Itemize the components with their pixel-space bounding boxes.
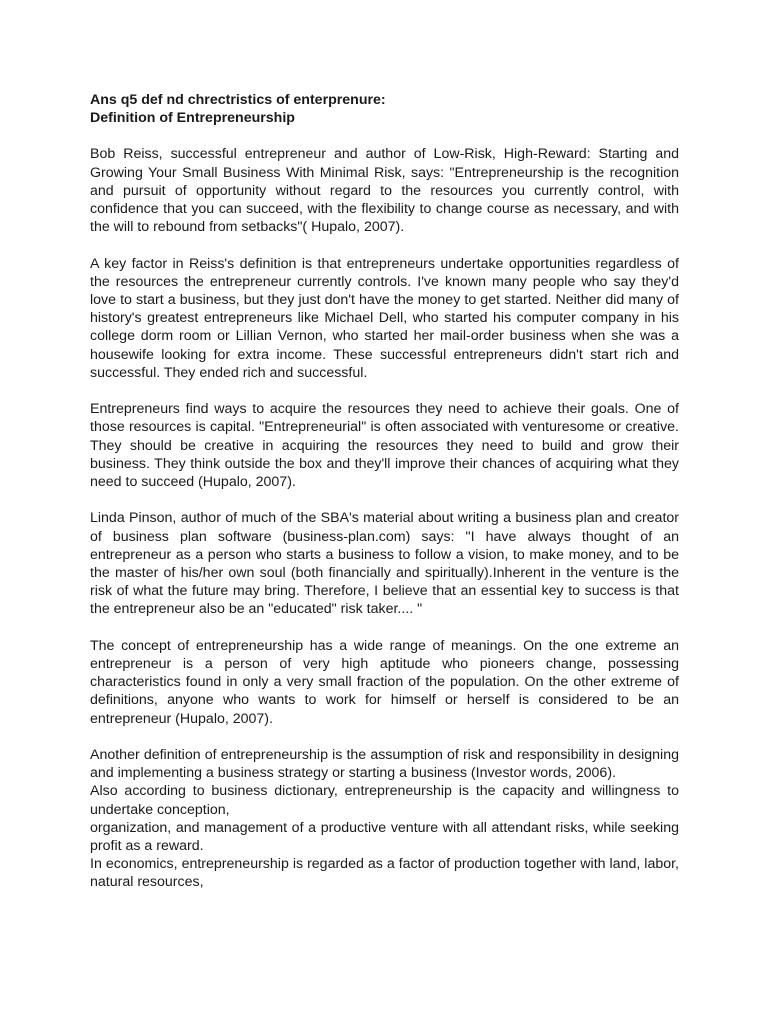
section-heading: Definition of Entrepreneurship	[90, 110, 295, 127]
paragraph-key-factor: A key factor in Reiss's definition is that entrepreneurs undertake opportunities regardless of the resources the entrepreneur currently controls. I've known many people who say they'd love to start a business, but they just don't have the money to get started. Neither did many of history's greatest entrepreneurs like Michael Dell, who started his computer company in his college dorm room or Lillian Vernon, who started her mail-order business when she was a housewife looking for extra income. These successful entrepreneurs didn't start rich and successful. They ended rich and successful.	[90, 255, 679, 381]
closing-line-business-dictionary: Also according to business dictionary, entrepreneurship is the capacity and willingness to undertake conception,	[90, 783, 679, 818]
heading-block	[90, 91, 679, 127]
paragraph-concept: The concept of entrepreneurship has a wide range of meanings. On the one extreme an entrepreneur is a person of very high aptitude who pioneers change, possessing characteristics found in only a very small fraction of the population. On the other extreme of definitions, anyone who wants to work for himself or herself is considered to be an entrepreneur (Hupalo, 2007).	[90, 637, 679, 727]
closing-line-economics: In economics, entrepreneurship is regarded as a factor of production together with land, labor, natural resources,	[90, 856, 679, 891]
question-heading: Ans q5 def nd chrectristics of enterprenure:	[90, 92, 386, 108]
paragraph-pinson-quote: Linda Pinson, author of much of the SBA's material about writing a business plan and creator of business plan software (business-plan.com) says: "I have always thought of an entrepreneur as a person who starts a business to follow a vision, to make money, and to be the master of his/her own soul (both financially and spiritually).Inherent in the venture is the risk of what the future may bring. Therefore, I believe that an essential key to success is that the entrepreneur also be an "educated" risk taker.... "	[90, 510, 679, 618]
paragraph-resources: Entrepreneurs find ways to acquire the resources they need to achieve their goals. One of those resources is capital. "Entrepreneurial" is often associated with venturesome or creative. They should be creative in acquiring the resources they need to build and grow their business. They think outside the box and they'll improve their chances of acquiring what they need to succeed (Hupalo, 2007).	[90, 401, 679, 491]
closing-line-organization: organization, and management of a productive venture with all attendant risks, while seeking profit as a reward.	[90, 819, 679, 855]
paragraph-reiss-quote: Bob Reiss, successful entrepreneur and author of Low-Risk, High-Reward: Starting and Growing Your Small Business With Minimal Risk, says: "Entrepreneurship is the recognition and pursuit of opportunity without regard to the resources you currently control, with confidence that you can succeed, with the flexibility to change course as necessary, and with the will to rebound from setbacks"( Hupalo, 2007).	[90, 146, 679, 236]
closing-line-investor-words: Another definition of entrepreneurship is the assumption of risk and responsibility in designing and implementing a business strategy or starting a business (Investor words, 2006).	[90, 747, 679, 782]
